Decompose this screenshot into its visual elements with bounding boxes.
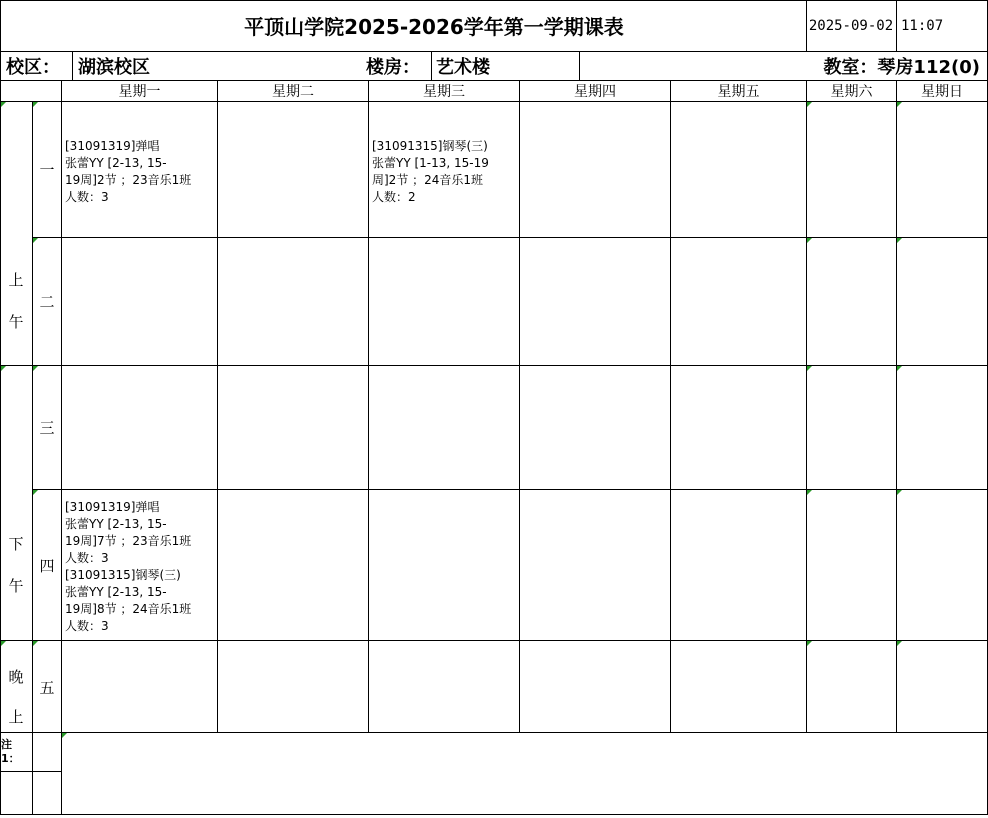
grid-line [368,80,369,733]
room-label: 教室：琴房112(0) [823,57,980,78]
page-title: 平顶山学院2025-2026学年第一学期课表 [244,15,624,39]
day-header-thu: 星期四 [574,84,616,100]
building-label: 楼房： [366,57,420,78]
section-morning-char-1: 上 [8,271,24,289]
grid-line [0,640,988,641]
note-label: 注 1： [1,738,20,765]
grid-line [0,0,988,1]
section-afternoon-char-2: 午 [8,576,24,595]
comment-marker-icon [33,490,38,495]
campus-value: 湖滨校区 [78,57,150,78]
grid-line [33,237,988,238]
comment-marker-icon [1,641,6,646]
period-2: 二 [39,293,55,311]
period-1: 一 [39,161,55,179]
class-entry-mon-p4: [31091319]弹唱 张蕾YY [2-13, 15- 19周]7节 ；23音乐1班 人数：3 [31091315]钢琴(三) 张蕾YY [2-13, 15- 19周]8节 ；24音乐1班 人数：3 [65,500,192,633]
section-evening [0,657,32,737]
grid-line [896,0,897,51]
day-header-mon: 星期一 [118,84,161,100]
comment-marker-icon [807,238,812,243]
comment-marker-icon [33,102,38,107]
comment-marker-icon [897,641,902,646]
day-header-wed: 星期三 [423,84,465,100]
grid-line [0,365,988,366]
comment-marker-icon [807,102,812,107]
grid-line [670,80,671,733]
comment-marker-icon [1,366,6,371]
grid-line [0,771,62,772]
grid-line [0,80,988,81]
day-header-tue: 星期二 [272,84,314,100]
grid-line [32,101,33,815]
period-5: 五 [39,678,55,697]
period-4: 四 [39,556,55,575]
comment-marker-icon [807,641,812,646]
grid-line [519,80,520,733]
day-header-fri: 星期五 [717,84,760,100]
comment-marker-icon [807,366,812,371]
comment-marker-icon [897,238,902,243]
comment-marker-icon [897,490,902,495]
comment-marker-icon [897,102,902,107]
grid-line [0,814,988,815]
period-3: 三 [39,419,55,437]
grid-line [0,101,988,102]
comment-marker-icon [1,102,6,107]
section-afternoon-char-1: 下 [8,534,24,553]
grid-line [33,489,988,490]
print-time: 11:07 [901,17,944,34]
grid-line [806,0,807,51]
class-entry-wed-p1: [31091315]钢琴(三) 张蕾YY [1-13, 15-19 周]2节 ；24音乐1班 人数：2 [372,139,489,204]
section-afternoon [0,489,32,640]
comment-marker-icon [33,238,38,243]
section-morning-char-2: 午 [8,313,24,331]
grid-line [0,732,988,733]
grid-line [61,80,62,815]
grid-line [72,51,73,81]
grid-line [579,51,580,81]
comment-marker-icon [807,490,812,495]
comment-marker-icon [33,641,38,646]
grid-line [0,51,988,52]
comment-marker-icon [897,366,902,371]
campus-label: 校区： [6,57,60,78]
section-morning [0,237,32,365]
grid-line [806,80,807,733]
class-entry-mon-p1: [31091319]弹唱 张蕾YY [2-13, 15- 19周]2节 ；23音乐1班 人数：3 [65,139,192,204]
comment-marker-icon [33,366,38,371]
section-evening-char-1: 晚 [8,668,24,686]
day-header-sun: 星期日 [921,84,963,100]
grid-line [0,0,1,815]
grid-line [896,80,897,733]
print-date: 2025-09-02 [808,17,894,34]
grid-line [217,80,218,733]
section-evening-char-2: 上 [8,708,24,726]
day-header-sat: 星期六 [830,84,873,100]
grid-line [431,51,432,81]
comment-marker-icon [62,733,67,738]
building-value: 艺术楼 [436,57,490,78]
